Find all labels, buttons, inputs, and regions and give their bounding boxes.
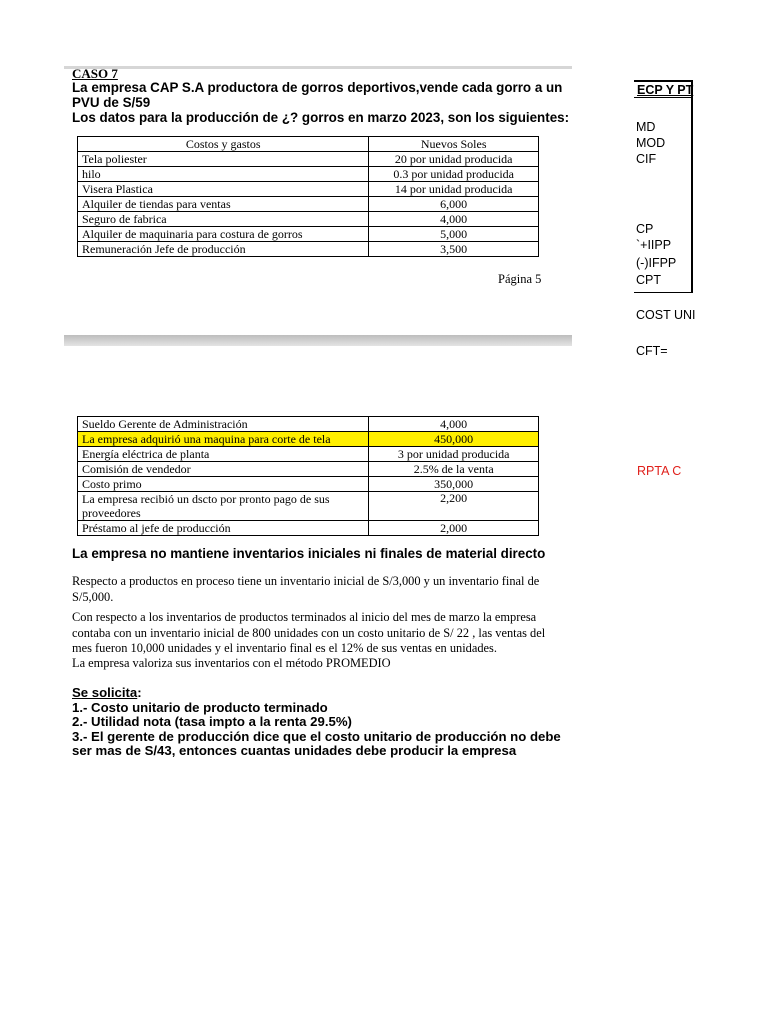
cost-item: Energía eléctrica de planta [78,447,369,462]
ecp-title: ECP Y PT [637,83,694,97]
table-row [78,417,539,432]
cost-value: 4,000 [369,417,539,432]
valuation-paragraph: La empresa valoriza sus inventarios con el método PROMEDIO [72,656,391,670]
table-row [78,212,539,227]
cost-value: 14 por unidad producida [369,182,539,197]
intro-line: La empresa CAP S.A productora de gorros deportivos,vende cada gorro a un [72,80,563,95]
ecp-line-iipp: `+IIPP [636,238,672,252]
cost-item: La empresa recibió un dscto por pronto pago de sus proveedores [78,492,369,521]
case-title: CASO 7 [72,66,118,81]
ecp-line-cp: CP [636,222,654,236]
intro-line: Los datos para la producción de ¿? gorros en marzo 2023, son los siguientes: [72,110,570,125]
cost-item: Costo primo [78,477,369,492]
cost-item: hilo [78,167,369,182]
intro-line: PVU de S/59 [72,95,151,110]
costs-table [77,136,539,257]
cost-value: 2.5% de la venta [369,462,539,477]
cost-value: 20 por unidad producida [369,152,539,167]
cost-item: Tela poliester [78,152,369,167]
cost-value: 350,000 [369,477,539,492]
table-row [78,492,539,521]
ecp-line-cpt: CPT [636,273,661,287]
cost-value: 5,000 [369,227,539,242]
table-row [78,227,539,242]
answer-label: RPTA C [637,464,682,478]
cost-value: 2,200 [369,492,539,521]
cost-item: Alquiler de maquinaria para costura de gorros [78,227,369,242]
costs-table-continued [77,416,539,536]
page-top-border [64,66,572,69]
cost-value: 3 por unidad producida [369,447,539,462]
finished-goods-paragraph: Con respecto a los inventarios de productos terminados al inicio del mes de marzo la empresa contaba con un inventario inicial de 800 unidades con un costo unitario de S/ 22 , las ventas del mes fueron 10,000 unidades y el inventario final es el 12% de sus ventas en unidades. [72,610,546,655]
ecp-title-underline [634,97,691,98]
cost-item: Préstamo al jefe de producción [78,521,369,536]
page-number: Página 5 [498,272,542,286]
cost-item: La empresa adquirió una maquina para corte de tela [78,432,369,447]
ecp-line-ifpp: (-)IFPP [636,256,677,270]
cost-item: Alquiler de tiendas para ventas [78,197,369,212]
wip-inventory-paragraph: Respecto a productos en proceso tiene un inventario inicial de S/3,000 y un inventario final de S/5,000. [72,574,540,604]
cost-item: Visera Plastica [78,182,369,197]
table-row [78,167,539,182]
cost-value: 2,000 [369,521,539,536]
ecp-line-md: MD [636,120,656,134]
table-row [78,197,539,212]
no-inventory-note: La empresa no mantiene inventarios iniciales ni finales de material directo [72,546,546,561]
page-break-band [64,335,572,346]
requested-heading-colon: : [137,685,142,700]
requested-item: 2.- Utilidad nota (tasa impto a la renta 29.5%) [72,714,352,729]
ecp-line-cif: CIF [636,152,657,166]
requested-item: 1.- Costo unitario de producto terminado [72,699,328,715]
requested-heading-text: Se solicita [72,685,138,700]
table-row [78,521,539,536]
cft-label: CFT= [636,344,668,358]
cost-item: Remuneración Jefe de producción [78,242,369,257]
cost-value: 450,000 [369,432,539,447]
highlighted-row [78,432,539,447]
table-row [78,462,539,477]
cost-item: Comisión de vendedor [78,462,369,477]
requested-section [72,686,562,759]
requested-item: 3.- El gerente de producción dice que el costo unitario de producción no debe ser mas de S/43, entonces cuantas unidades debe producir la empresa [72,728,561,758]
column-header: Costos y gastos [78,137,369,152]
cost-value: 0.3 por unidad producida [369,167,539,182]
column-header: Nuevos Soles [369,137,539,152]
cost-unit-label: COST UNI [636,308,696,322]
cost-item: Sueldo Gerente de Administración [78,417,369,432]
table-row [78,182,539,197]
cost-value: 6,000 [369,197,539,212]
table-row [78,242,539,257]
cost-value: 4,000 [369,212,539,227]
cost-item: Seguro de fabrica [78,212,369,227]
table-row [78,152,539,167]
case-intro [72,80,570,125]
table-row [78,447,539,462]
ecp-line-mod: MOD [636,136,666,150]
cost-value: 3,500 [369,242,539,257]
table-row [78,477,539,492]
requested-heading [72,686,562,701]
table-header-row [78,137,539,152]
